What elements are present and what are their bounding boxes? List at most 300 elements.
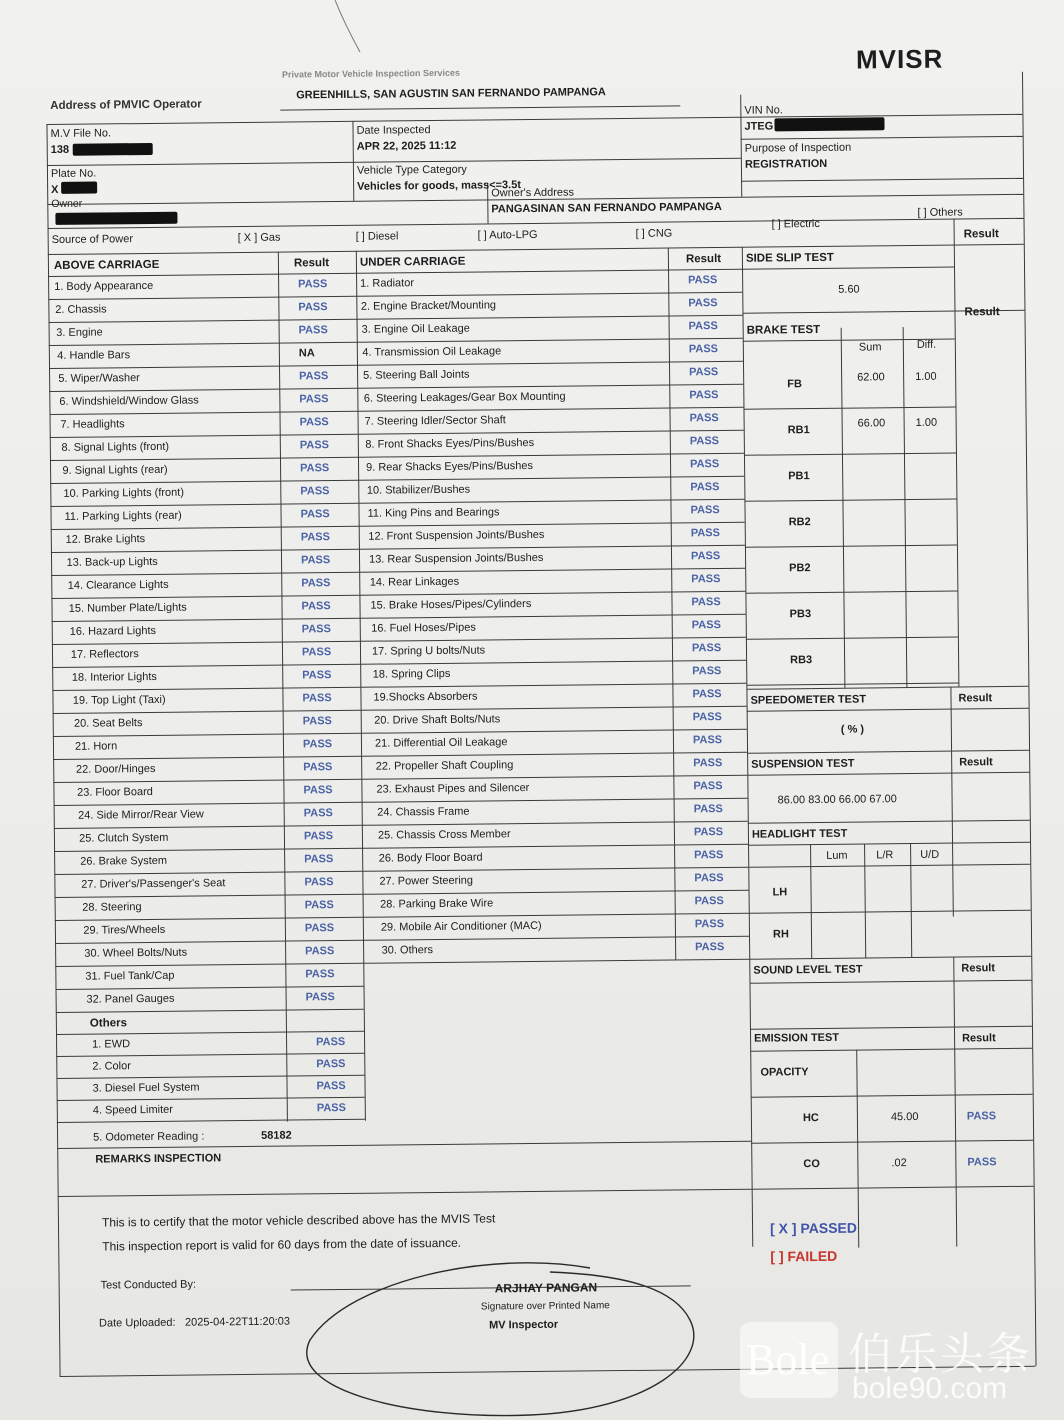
above-carriage-item: 10. Parking Lights (front) [63, 486, 185, 500]
above-carriage-item: 20. Seat Belts [73, 717, 143, 730]
purpose-label: Purpose of Inspection [744, 141, 852, 155]
passed-status: [ X ] PASSED [769, 1219, 858, 1237]
vin-value: JTEG [744, 120, 774, 133]
power-cng: [ ] CNG [635, 227, 673, 240]
under-carriage-item: 12. Front Suspension Joints/Bushes [368, 528, 545, 543]
row-line [360, 614, 746, 619]
under-carriage-item: 7. Steering Idler/Sector Shaft [364, 414, 506, 428]
row-line [50, 503, 358, 507]
others-title: Others [89, 1017, 128, 1030]
emission-result-label: Result [962, 1032, 996, 1045]
above-carriage-item: 13. Back-up Lights [66, 555, 158, 569]
brake-axle-label: RB1 [787, 424, 810, 437]
row-line [51, 526, 359, 530]
row-line [57, 1097, 365, 1101]
above-carriage-result: PASS [301, 600, 331, 613]
row-line [51, 572, 359, 576]
row-line [359, 568, 745, 573]
row-line [52, 618, 360, 622]
mv-file-value: 138 [50, 143, 70, 156]
under-carriage-item: 17. Spring U bolts/Nuts [371, 644, 486, 658]
under-carriage-result: PASS [694, 848, 724, 862]
row-line [362, 844, 748, 849]
row-line [54, 871, 362, 875]
under-carriage-item: 25. Chassis Cross Member [377, 828, 511, 842]
under-carriage-result: PASS [688, 297, 718, 310]
row-line [56, 986, 364, 990]
row-line [363, 913, 749, 918]
headlight-col-lr: L/R [876, 849, 894, 862]
headlight-title: HEADLIGHT TEST [751, 827, 848, 841]
row-line [52, 641, 360, 645]
row-line [56, 1053, 364, 1057]
operator-address: GREENHILLS, SAN AGUSTIN SAN FERNANDO PAMPANGA [296, 86, 606, 102]
above-carriage-result: PASS [298, 278, 328, 291]
row-line [56, 1075, 364, 1079]
above-carriage-result: PASS [301, 577, 331, 590]
brake-sum-label: Sum [858, 341, 882, 354]
under-carriage-result: PASS [691, 596, 721, 609]
above-carriage-item: 32. Panel Gauges [86, 992, 175, 1006]
row-line [358, 476, 744, 481]
above-carriage-item: 19. Top Light (Taxi) [72, 693, 166, 707]
row-line [360, 683, 746, 688]
redaction-mark [774, 117, 884, 131]
power-diesel: [ ] Diesel [355, 230, 399, 243]
under-carriage-item: 28. Parking Brake Wire [380, 897, 494, 911]
emission-label: HC [802, 1112, 819, 1125]
under-carriage-item: 29. Mobile Air Conditioner (MAC) [380, 919, 542, 934]
above-carriage-result: PASS [305, 968, 335, 981]
above-carriage-result: PASS [305, 945, 335, 958]
row-line [50, 434, 358, 438]
brake-axle-label: FB [787, 378, 802, 391]
certify-line-2: This inspection report is valid for 60 days from the date of issuance. [102, 1235, 462, 1254]
under-carriage-item: 6. Steering Leakages/Gear Box Mounting [363, 390, 566, 405]
above-carriage-result: PASS [298, 324, 328, 337]
under-carriage-result: PASS [690, 527, 720, 540]
sound-level-title: SOUND LEVEL TEST [753, 963, 863, 977]
side-slip-value: 5.60 [838, 283, 860, 296]
above-carriage-item: 1. Body Appearance [54, 279, 154, 293]
others-item: 4. Speed Limiter [92, 1103, 173, 1117]
row-line [54, 802, 362, 806]
under-carriage-result: PASS [692, 710, 722, 724]
vehicle-type-value: Vehicles for goods, mass<=3.5t [357, 179, 522, 193]
under-carriage-result: PASS [690, 550, 721, 563]
remarks-label: REMARKS INSPECTION [95, 1152, 222, 1166]
row-line [363, 959, 749, 964]
row-line [55, 963, 363, 967]
under-carriage-item: 15. Brake Hoses/Pipes/Cylinders [370, 597, 532, 612]
above-carriage-item: 9. Signal Lights (rear) [62, 463, 168, 477]
above-carriage-result: PASS [299, 439, 330, 452]
under-carriage-item: 23. Exhaust Pipes and Silencer [376, 782, 530, 796]
owner-label: Owner [51, 197, 83, 210]
row-line [55, 940, 363, 944]
above-carriage-item: 22. Door/Hinges [75, 762, 156, 776]
under-carriage-item: 21. Differential Oil Leakage [374, 736, 508, 750]
signature-label: Signature over Printed Name [480, 1300, 610, 1313]
above-carriage-result: PASS [304, 922, 335, 935]
above-carriage-item: 30. Wheel Bolts/Nuts [84, 946, 188, 960]
row-line [359, 522, 745, 527]
power-electric: [ ] Electric [771, 217, 820, 231]
under-carriage-item: 16. Fuel Hoses/Pipes [371, 621, 476, 635]
headlight-col-lum: Lum [826, 849, 848, 862]
sound-result-label: Result [961, 962, 996, 975]
above-carriage-result: PASS [302, 692, 332, 705]
above-carriage-result: NA [298, 347, 315, 360]
under-carriage-item: 4. Transmission Oil Leakage [362, 345, 502, 359]
row-line [360, 660, 746, 665]
row-line [361, 729, 747, 734]
under-carriage-item: 22. Propeller Shaft Coupling [375, 759, 514, 773]
above-carriage-result: PASS [299, 416, 329, 429]
odometer-label: 5. Odometer Reading : [93, 1130, 205, 1144]
row-line [358, 499, 744, 504]
row-line [744, 453, 956, 456]
under-carriage-item: 26. Body Floor Board [378, 851, 483, 865]
brake-sum-value: 62.00 [857, 371, 885, 384]
under-carriage-item: 11. King Pins and Bearings [367, 506, 500, 520]
row-line [54, 825, 362, 829]
row-line [53, 756, 361, 760]
suspension-result-label: Result [959, 756, 993, 769]
above-carriage-item: 29. Tires/Wheels [83, 923, 166, 937]
brake-axle-label: PB3 [789, 608, 812, 621]
under-carriage-result-label: Result [685, 252, 722, 266]
row-line [53, 710, 361, 714]
emission-value: .02 [891, 1157, 907, 1170]
above-carriage-item: 5. Wiper/Washer [58, 372, 140, 385]
row-line [361, 775, 747, 780]
row-line [361, 752, 747, 757]
row-line [751, 1140, 1033, 1144]
others-result: PASS [316, 1101, 346, 1115]
emission-title: EMISSION TEST [754, 1031, 840, 1045]
others-result: PASS [316, 1079, 346, 1093]
brake-diff-value: 1.00 [915, 416, 938, 429]
above-carriage-result: PASS [302, 738, 333, 751]
under-carriage-item: 10. Stabilizer/Bushes [366, 483, 471, 497]
row-line [49, 411, 357, 415]
above-carriage-item: 18. Interior Lights [71, 670, 157, 684]
watermark-cn-text: 伯乐头条 [848, 1330, 1032, 1379]
row-line [357, 338, 743, 343]
under-carriage-result: PASS [689, 389, 719, 402]
fold-mark [330, 0, 390, 60]
emission-result: PASS [967, 1156, 997, 1169]
under-carriage-item: 27. Power Steering [379, 874, 474, 888]
headlight-row-lh: LH [772, 886, 788, 899]
speedometer-value: ( % ) [840, 723, 865, 736]
above-carriage-item: 28. Steering [82, 901, 142, 914]
power-gas: [ X ] Gas [237, 231, 281, 245]
under-carriage-result: PASS [692, 688, 722, 701]
above-carriage-result: PASS [305, 991, 335, 1004]
above-carriage-result: PASS [299, 393, 329, 406]
above-carriage-item: 11. Parking Lights (rear) [64, 509, 182, 523]
under-carriage-result: PASS [690, 481, 720, 494]
date-uploaded-label: Date Uploaded: [98, 1316, 176, 1330]
redaction-mark [61, 182, 97, 194]
row-line [358, 453, 744, 458]
under-carriage-result: PASS [691, 642, 722, 655]
above-carriage-item: 3. Engine [56, 326, 103, 339]
under-carriage-item: 13. Rear Suspension Joints/Bushes [368, 551, 544, 566]
under-carriage-item: 14. Rear Linkages [369, 575, 460, 589]
under-carriage-result: PASS [691, 619, 721, 632]
under-carriage-item: 1. Radiator [360, 277, 415, 290]
under-carriage-result: PASS [693, 825, 724, 839]
above-carriage-item: 7. Headlights [60, 418, 125, 431]
above-carriage-result-label: Result [293, 257, 330, 270]
vehicle-type-label: Vehicle Type Category [356, 163, 467, 177]
under-carriage-result: PASS [694, 871, 724, 885]
row-line [358, 430, 744, 435]
row-line [357, 361, 743, 366]
above-carriage-result: PASS [301, 646, 332, 659]
tests-result-label-brake: Result [964, 306, 1000, 319]
emission-label: CO [803, 1157, 820, 1171]
row-line [55, 917, 363, 921]
brake-axle-label: RB2 [788, 516, 811, 529]
above-carriage-item: 31. Fuel Tank/Cap [85, 969, 175, 983]
under-carriage-result: PASS [694, 894, 724, 908]
row-line [55, 894, 363, 898]
owner-address-value: PANGASINAN SAN FERNANDO PAMPANGA [491, 200, 722, 216]
under-carriage-result: PASS [693, 802, 723, 816]
above-carriage-result: PASS [303, 761, 333, 774]
under-carriage-result: PASS [688, 320, 718, 333]
above-carriage-result: PASS [298, 301, 328, 314]
above-carriage-result: PASS [303, 784, 333, 797]
row-line [49, 342, 357, 346]
brake-axle-label: PB2 [789, 562, 811, 575]
purpose-value: REGISTRATION [744, 157, 828, 171]
inspector-title: MV Inspector [489, 1318, 559, 1332]
above-carriage-result: PASS [304, 853, 334, 866]
power-others: [ ] Others [917, 206, 963, 219]
above-carriage-result: PASS [303, 807, 333, 820]
suspension-title: SUSPENSION TEST [751, 757, 855, 771]
headlight-row-rh: RH [772, 928, 789, 941]
above-carriage-item: 24. Side Mirror/Rear View [78, 808, 204, 822]
date-inspected-value: APR 22, 2025 11:12 [356, 139, 457, 153]
row-line [356, 292, 742, 297]
speedometer-result-label: Result [958, 692, 993, 705]
row-line [49, 388, 357, 392]
watermark-logo-text: Bole [746, 1335, 830, 1384]
above-carriage-item: 2. Chassis [55, 303, 107, 316]
row-line [362, 867, 748, 872]
brake-diff-label: Diff. [916, 338, 937, 351]
date-inspected-label: Date Inspected [356, 124, 431, 137]
row-line [52, 664, 360, 668]
above-carriage-item: 21. Horn [74, 740, 118, 753]
above-carriage-item: 12. Brake Lights [65, 533, 146, 546]
under-carriage-result: PASS [692, 733, 723, 747]
under-carriage-result: PASS [692, 665, 722, 678]
above-carriage-item: 4. Handle Bars [57, 349, 131, 362]
above-carriage-title: ABOVE CARRIAGE [53, 258, 160, 272]
above-carriage-result: PASS [302, 715, 332, 728]
under-carriage-item: 30. Others [381, 944, 434, 957]
failed-status: [ ] FAILED [770, 1247, 838, 1265]
above-carriage-item: 17. Reflectors [70, 648, 139, 661]
row-line [360, 637, 746, 642]
row-line [362, 798, 748, 803]
brake-diff-value: 1.00 [915, 370, 937, 383]
row-line [746, 683, 958, 686]
others-item: 3. Diesel Fuel System [92, 1081, 200, 1095]
brake-sum-value: 66.00 [857, 417, 886, 430]
above-carriage-item: 23. Floor Board [76, 785, 153, 799]
others-item: 1. EWD [92, 1038, 131, 1051]
under-carriage-result: PASS [688, 343, 719, 356]
under-carriage-item: 18. Spring Clips [372, 667, 451, 681]
above-carriage-result: PASS [300, 508, 330, 521]
above-carriage-item: 27. Driver's/Passenger's Seat [81, 877, 226, 891]
above-carriage-result: PASS [299, 370, 329, 383]
under-carriage-item: 8. Front Shacks Eyes/Pins/Bushes [365, 436, 535, 451]
row-line [751, 1094, 1033, 1098]
above-carriage-item: 16. Hazard Lights [69, 624, 157, 638]
row-line [52, 687, 360, 691]
plate-value: X [51, 183, 59, 196]
vin-label: VIN No. [744, 104, 783, 117]
row-line [359, 545, 745, 550]
side-slip-title: SIDE SLIP TEST [745, 251, 834, 265]
row-line [50, 457, 358, 461]
under-carriage-item: 20. Drive Shaft Bolts/Nuts [374, 713, 501, 727]
row-line [49, 365, 357, 369]
under-carriage-result: PASS [694, 917, 725, 931]
brake-axle-label: PB1 [788, 470, 810, 483]
row-line [359, 591, 745, 596]
above-carriage-item: 14. Clearance Lights [67, 578, 169, 592]
source-power-label: Source of Power [51, 233, 134, 246]
above-carriage-result: PASS [304, 876, 334, 889]
above-carriage-result: PASS [300, 531, 331, 544]
row-line [357, 315, 743, 320]
suspension-values: 86.00 83.00 66.00 67.00 [777, 793, 897, 807]
under-carriage-item: 3. Engine Oil Leakage [361, 322, 470, 336]
under-carriage-result: PASS [689, 435, 720, 448]
above-carriage-result: PASS [303, 830, 334, 843]
row-line [743, 407, 955, 410]
under-carriage-title: UNDER CARRIAGE [359, 255, 466, 269]
above-carriage-result: PASS [302, 669, 332, 682]
row-line [745, 591, 957, 594]
plate-label: Plate No. [50, 167, 97, 180]
others-result: PASS [316, 1035, 346, 1049]
under-carriage-result: PASS [688, 274, 718, 287]
others-item: 2. Color [92, 1060, 131, 1073]
brake-test-title: BRAKE TEST [746, 323, 821, 337]
tests-result-label: Result [963, 228, 999, 241]
form-title: MVISR [855, 43, 944, 75]
row-line [57, 1119, 365, 1123]
power-autolpg: [ ] Auto-LPG [477, 228, 538, 242]
under-carriage-result: PASS [693, 756, 723, 770]
above-carriage-item: 6. Windshield/Window Glass [59, 394, 199, 408]
watermark-domain: bole90.com [852, 1372, 1008, 1405]
inspector-name: ARJHAY PANGAN [494, 1280, 598, 1296]
row-line [56, 1031, 364, 1035]
row-line [357, 384, 743, 389]
row-line [744, 499, 956, 502]
date-uploaded-value: 2025-04-22T11:20:03 [184, 1315, 291, 1329]
emission-value: 45.00 [890, 1110, 919, 1124]
row-line [56, 1009, 364, 1013]
row-line [745, 545, 957, 548]
row-line [53, 779, 361, 783]
odometer-value: 58182 [261, 1129, 292, 1142]
row-line [357, 407, 743, 412]
above-carriage-item: 15. Number Plate/Lights [68, 601, 187, 615]
row-line [51, 595, 359, 599]
others-result: PASS [316, 1057, 346, 1071]
speedometer-title: SPEEDOMETER TEST [750, 693, 867, 707]
under-carriage-result: PASS [689, 412, 719, 425]
above-carriage-result: PASS [300, 462, 330, 475]
row-line [363, 936, 749, 941]
operator-label: Address of PMVIC Operator [50, 98, 202, 112]
under-carriage-item: 9. Rear Shacks Eyes/Pins/Bushes [366, 459, 534, 474]
redaction-mark [55, 212, 177, 225]
under-carriage-result: PASS [693, 779, 723, 793]
redaction-mark [73, 143, 153, 156]
row-line [53, 733, 361, 737]
row-line [48, 296, 356, 300]
pen-circle [290, 1250, 710, 1420]
inspection-form [50, 67, 1023, 1340]
above-carriage-item: 8. Signal Lights (front) [61, 440, 170, 454]
above-carriage-result: PASS [300, 485, 330, 498]
row-line [50, 480, 358, 484]
row-line [362, 821, 748, 826]
row-line [51, 549, 359, 553]
above-carriage-item: 26. Brake System [80, 854, 168, 868]
under-carriage-result: PASS [689, 366, 719, 379]
row-line [49, 319, 357, 323]
above-carriage-item: 25. Clutch System [79, 831, 169, 845]
row-line [363, 890, 749, 895]
row-line [746, 637, 958, 640]
under-carriage-item: 5. Steering Ball Joints [363, 368, 470, 382]
under-carriage-result: PASS [690, 504, 720, 517]
under-carriage-result: PASS [689, 458, 720, 471]
owner-address-label: Owner's Address [491, 186, 575, 200]
emission-label: OPACITY [760, 1066, 809, 1079]
certify-line-1: This is to certify that the motor vehicle described above has the MVIS Test [101, 1211, 496, 1230]
above-carriage-result: PASS [304, 899, 334, 912]
emission-result: PASS [966, 1110, 997, 1123]
mv-file-label: M.V File No. [50, 127, 112, 140]
operator-heading: Private Motor Vehicle Inspection Services [281, 67, 461, 80]
row-line [361, 706, 747, 711]
above-carriage-result: PASS [300, 554, 331, 567]
brake-axle-label: RB3 [790, 654, 813, 667]
under-carriage-item: 19.Shocks Absorbers [373, 690, 478, 704]
row-line [54, 848, 362, 852]
above-carriage-result: PASS [301, 623, 331, 636]
under-carriage-item: 24. Chassis Frame [377, 805, 470, 819]
under-carriage-result: PASS [695, 940, 725, 954]
under-carriage-result: PASS [691, 573, 721, 586]
